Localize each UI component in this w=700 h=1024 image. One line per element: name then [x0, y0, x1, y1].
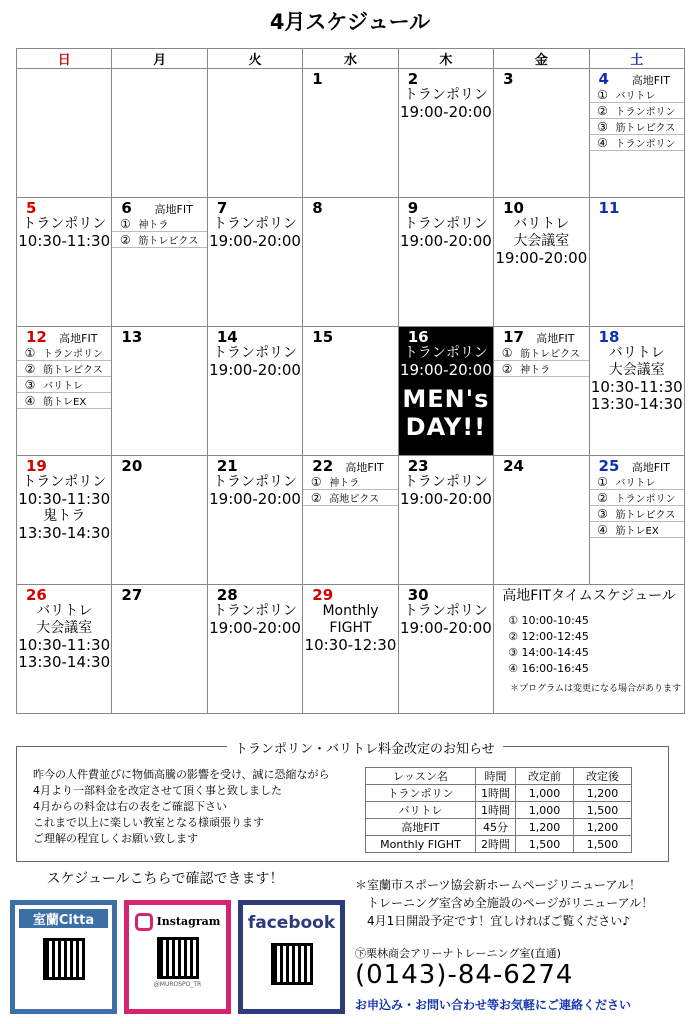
fit-schedule-row: ② 12:00-12:45 — [508, 630, 589, 643]
day-number: 3 — [503, 70, 514, 88]
event-name: 鬼トラ — [43, 508, 86, 524]
day-number: 20 — [121, 457, 143, 475]
event-time: 19:00-20:00 — [399, 361, 492, 379]
day-number: 26 — [26, 586, 47, 604]
day-cell — [17, 198, 112, 327]
event-name: トランポリン — [403, 474, 488, 490]
sub-item: ③ バリトレ — [17, 377, 111, 393]
day-cell — [207, 198, 302, 327]
event-room: 大会議室 — [513, 233, 570, 249]
sub-item: ④ 筋トレEX — [590, 522, 684, 538]
day-number: 28 — [216, 586, 238, 604]
day-cell — [303, 585, 398, 714]
event-name: トランポリン — [403, 87, 488, 103]
day-cell — [207, 585, 302, 714]
event-time: 13:30-14:30 — [590, 395, 683, 413]
price-notice — [16, 742, 669, 862]
company-name: ㊦栗林商会アリーナトレーニング室(直通) — [355, 947, 561, 960]
event-label: 高地FIT — [345, 461, 384, 474]
sub-item: ① 神トラ — [303, 474, 397, 490]
price-row: Monthly FIGHT 2時間 1,500 1,500 — [366, 836, 632, 853]
qr-code-icon — [43, 938, 85, 980]
event-name: Monthly FIGHT — [322, 603, 379, 636]
day-number: 10 — [503, 199, 524, 217]
event-time: 19:00-20:00 — [495, 249, 588, 267]
qr-code-icon — [157, 937, 199, 979]
day-cell — [589, 198, 684, 327]
sub-item: ① バリトレ — [590, 87, 684, 103]
day-cell — [303, 327, 398, 456]
event-time: 19:00-20:00 — [209, 232, 301, 250]
phone-number[interactable]: (0143)-84-6274 — [355, 960, 574, 990]
event-label: 高地FIT — [59, 332, 98, 345]
day-cell — [17, 456, 112, 585]
sub-item: ② 筋トレピクス — [112, 232, 206, 248]
weekday-thu: 木 — [398, 49, 493, 69]
event-time: 19:00-20:00 — [399, 232, 492, 250]
day-number: 30 — [407, 586, 429, 604]
event-label: 高地FIT — [536, 332, 575, 345]
day-cell — [589, 327, 684, 456]
day-cell — [494, 327, 589, 456]
qr-code-icon — [271, 943, 313, 985]
day-number: 1 — [312, 70, 323, 88]
event-name: トランポリン — [403, 345, 488, 361]
event-name: バリトレ — [36, 603, 93, 619]
event-name: トランポリン — [22, 216, 107, 232]
contact-message: お申込み・お問い合わせ等お気軽にご連絡ください — [355, 998, 632, 1012]
sub-item: ① バリトレ — [590, 474, 684, 490]
event-name: トランポリン — [213, 603, 298, 619]
instagram-qr-card[interactable] — [124, 900, 231, 1014]
weekday-sun: 日 — [17, 49, 112, 69]
event-time: 19:00-20:00 — [209, 619, 301, 637]
mens-day-banner: MEN's DAY!! — [402, 385, 490, 441]
sub-item: ④ 筋トレEX — [17, 393, 111, 409]
empty-cell — [112, 69, 207, 198]
day-number: 14 — [216, 328, 238, 346]
notice-title: トランポリン・バリトレ料金改定のお知らせ — [227, 738, 503, 757]
cotta-logo: 室蘭Citta — [19, 909, 108, 928]
day-number: 6 — [121, 199, 132, 217]
sub-item: ④ トランポリン — [590, 135, 684, 151]
day-number: 17 — [503, 328, 524, 346]
week-row — [17, 585, 685, 714]
day-number: 21 — [216, 457, 238, 475]
day-number: 25 — [598, 457, 620, 475]
day-number: 5 — [26, 199, 37, 217]
day-cell — [303, 69, 398, 198]
price-row: 高地FIT 45分 1,200 1,200 — [366, 819, 632, 836]
event-time: 10:30-11:30 — [18, 490, 111, 508]
sub-item: ② トランポリン — [590, 490, 684, 506]
event-room: 大会議室 — [608, 362, 665, 378]
event-name: トランポリン — [213, 474, 298, 490]
facebook-qr-card[interactable] — [238, 900, 345, 1014]
page-title: 4月スケジュール — [269, 10, 431, 34]
event-time: 19:00-20:00 — [399, 619, 492, 637]
sub-item: ② 筋トレピクス — [17, 361, 111, 377]
weekday-fri: 金 — [494, 49, 589, 69]
event-name: トランポリン — [213, 216, 298, 232]
day-number: 24 — [503, 457, 524, 475]
fit-schedule-box — [494, 585, 685, 714]
day-cell — [303, 456, 398, 585]
price-row: バリトレ 1時間 1,000 1,500 — [366, 802, 632, 819]
day-cell-mens-day — [398, 327, 493, 456]
event-label: 高地FIT — [631, 461, 670, 474]
day-cell — [17, 327, 112, 456]
event-name: バリトレ — [513, 216, 570, 232]
day-cell — [494, 69, 589, 198]
day-cell — [112, 327, 207, 456]
event-name: トランポリン — [403, 216, 488, 232]
day-cell — [112, 198, 207, 327]
weekday-mon: 月 — [112, 49, 207, 69]
fit-schedule-row: ③ 14:00-14:45 — [508, 646, 589, 659]
day-number: 11 — [598, 199, 620, 217]
week-row — [17, 327, 685, 456]
weekday-tue: 火 — [207, 49, 302, 69]
week-row — [17, 198, 685, 327]
event-time: 19:00-20:00 — [399, 103, 492, 121]
day-number: 18 — [598, 328, 620, 346]
day-cell — [398, 69, 493, 198]
day-cell — [207, 456, 302, 585]
day-number: 13 — [121, 328, 143, 346]
sub-item: ③ 筋トレピクス — [590, 119, 684, 135]
price-header-row: レッスン名 時間 改定前 改定後 — [366, 768, 632, 785]
qr-title: スケジュールこちらで確認できます！ — [46, 871, 284, 887]
day-cell — [589, 69, 684, 198]
event-label: 高地FIT — [631, 74, 670, 87]
empty-cell — [207, 69, 302, 198]
day-number: 4 — [598, 70, 609, 88]
day-cell — [112, 456, 207, 585]
event-time: 10:30-11:30 — [18, 636, 111, 654]
day-cell — [207, 327, 302, 456]
day-cell — [112, 585, 207, 714]
sub-item: ② トランポリン — [590, 103, 684, 119]
event-time: 19:00-20:00 — [209, 361, 301, 379]
weekday-wed: 水 — [303, 49, 398, 69]
sub-item: ② 高地ピクス — [303, 490, 397, 506]
day-number: 12 — [26, 328, 47, 346]
week-row — [17, 69, 685, 198]
day-cell — [398, 198, 493, 327]
event-label: 高地FIT — [154, 203, 193, 216]
price-row: トランポリン 1時間 1,000 1,200 — [366, 785, 632, 802]
instagram-icon — [135, 913, 153, 931]
sub-item: ① トランポリン — [17, 345, 111, 361]
event-time: 13:30-14:30 — [18, 653, 111, 671]
sub-item: ③ 筋トレピクス — [590, 506, 684, 522]
day-number: 7 — [216, 199, 228, 217]
sub-item: ② 神トラ — [494, 361, 588, 377]
day-number: 22 — [312, 457, 334, 475]
day-number: 8 — [312, 199, 323, 217]
calendar — [16, 48, 685, 714]
day-number: 15 — [312, 328, 334, 346]
event-time: 10:30-11:30 — [590, 378, 683, 396]
day-cell — [398, 456, 493, 585]
day-number: 9 — [407, 199, 419, 217]
instagram-handle: @MUROSPO_TR — [153, 981, 202, 988]
day-cell — [303, 198, 398, 327]
day-cell — [589, 456, 684, 585]
instagram-logo: Instagram — [129, 913, 226, 931]
day-cell — [494, 198, 589, 327]
event-name: トランポリン — [22, 474, 107, 490]
day-cell — [398, 585, 493, 714]
fit-schedule-row: ④ 16:00-16:45 — [508, 662, 589, 675]
price-table — [365, 767, 632, 853]
event-time: 19:00-20:00 — [209, 490, 301, 508]
week-row — [17, 456, 685, 585]
sub-item: ① 筋トレピクス — [494, 345, 588, 361]
event-time: 10:30-11:30 — [18, 232, 111, 250]
event-time: 13:30-14:30 — [18, 524, 111, 542]
fit-schedule-note: ＊プログラムは変更になる場合があります — [510, 684, 682, 694]
day-number: 16 — [407, 328, 429, 346]
empty-cell — [17, 69, 112, 198]
notice-text: 昨今の人件費並びに物価高騰の影響を受け、誠に恐縮ながら 4月より一部料金を改定させて頂く事と致しました 4月からの料金は右の表をご確認下さい これまで以上に楽しい教室となる様頑張ります ご理解の程宜しくお願い致します — [33, 768, 330, 845]
day-number: 19 — [26, 457, 47, 475]
event-time: 10:30-12:30 — [304, 636, 397, 654]
event-room: 大会議室 — [36, 620, 93, 636]
day-number: 2 — [407, 70, 419, 88]
fit-schedule-title: 高地FITタイムスケジュール — [502, 588, 676, 604]
fit-schedule-row: ① 10:00-10:45 — [508, 614, 589, 627]
event-name: バリトレ — [608, 345, 665, 361]
day-number: 23 — [407, 457, 429, 475]
weekday-sat: 土 — [589, 49, 684, 69]
event-name: トランポリン — [213, 345, 298, 361]
cotta-qr-card[interactable] — [10, 900, 117, 1014]
facebook-logo: facebook — [247, 913, 336, 933]
day-cell — [494, 456, 589, 585]
weekday-header — [17, 49, 685, 69]
sub-item: ① 神トラ — [112, 216, 206, 232]
website-notice: ＊室蘭市スポーツ協会新ホームページリニューアル！ トレーニング室含め全施設のページがリニューアル！ 4月1日開設予定です！宜しければご覧ください♪ — [355, 878, 654, 928]
day-cell — [17, 585, 112, 714]
day-number: 27 — [121, 586, 143, 604]
event-time: 19:00-20:00 — [399, 490, 492, 508]
event-name: トランポリン — [403, 603, 488, 619]
day-number: 29 — [312, 586, 334, 604]
